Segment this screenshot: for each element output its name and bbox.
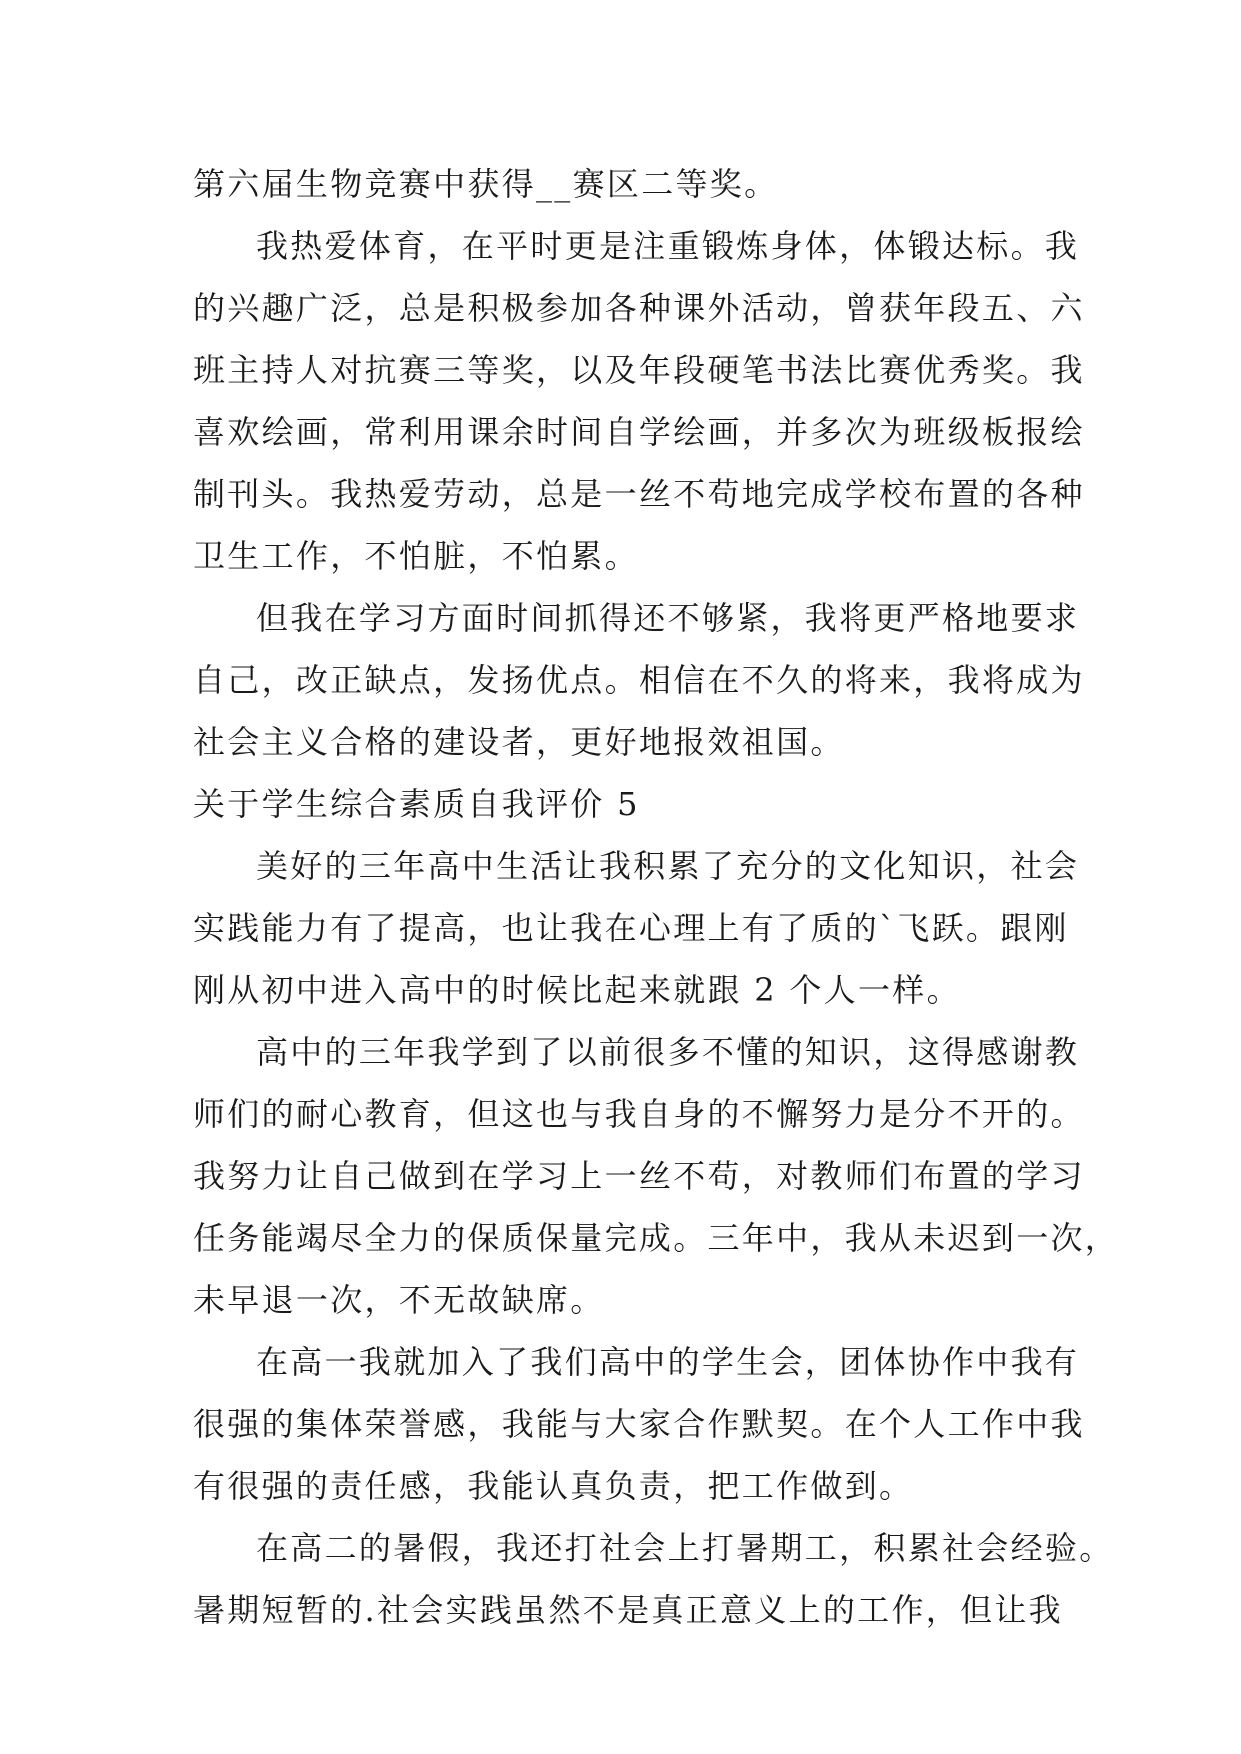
section-heading: 关于学生综合素质自我评价 5 [193,785,640,823]
text-line: 制刊头。我热爱劳动，总是一丝不苟地完成学校布置的各种 [193,475,1085,513]
text-line: 的兴趣广泛，总是积极参加各种课外活动，曾获年段五、六 [193,289,1085,327]
paragraph-start-line: 高中的三年我学到了以前很多不懂的知识，这得感谢教 [256,1033,1080,1071]
text-line: 师们的耐心教育，但这也与我自身的不懈努力是分不开的。 [193,1095,1085,1133]
paragraph-start-line: 但我在学习方面时间抓得还不够紧，我将更严格地要求 [256,599,1080,637]
text-line: 自己，改正缺点，发扬优点。相信在不久的将来，我将成为 [193,661,1085,699]
paragraph-start-line: 在高二的暑假，我还打社会上打暑期工，积累社会经验。 [256,1529,1114,1567]
text-line: 暑期短暂的.社会实践虽然不是真正意义上的工作，但让我 [193,1591,1063,1629]
paragraph-start-line: 我热爱体育，在平时更是注重锻炼身体，体锻达标。我 [256,227,1080,265]
text-line: 实践能力有了提高，也让我在心理上有了质的`飞跃。跟刚 [193,909,1069,947]
text-line: 班主持人对抗赛三等奖，以及年段硬笔书法比赛优秀奖。我 [193,351,1085,389]
text-line: 很强的集体荣誉感，我能与大家合作默契。在个人工作中我 [193,1405,1085,1443]
text-line: 我努力让自己做到在学习上一丝不苟，对教师们布置的学习 [193,1157,1085,1195]
text-line: 刚从初中进入高中的时候比起来就跟 2 个人一样。 [193,971,961,1009]
text-line: 第六届生物竞赛中获得__赛区二等奖。 [193,165,779,203]
paragraph-start-line: 美好的三年高中生活让我积累了充分的文化知识，社会 [256,847,1080,885]
text-line: 有很强的责任感，我能认真负责，把工作做到。 [193,1467,914,1505]
text-line: 卫生工作，不怕脏，不怕累。 [193,537,639,575]
text-line: 任务能竭尽全力的保质保量完成。三年中，我从未迟到一次， [193,1219,1120,1257]
text-line: 未早退一次，不无故缺席。 [193,1281,605,1319]
paragraph-start-line: 在高一我就加入了我们高中的学生会，团体协作中我有 [256,1343,1080,1381]
text-line: 社会主义合格的建设者，更好地报效祖国。 [193,723,845,761]
text-line: 喜欢绘画，常利用课余时间自学绘画，并多次为班级板报绘 [193,413,1085,451]
